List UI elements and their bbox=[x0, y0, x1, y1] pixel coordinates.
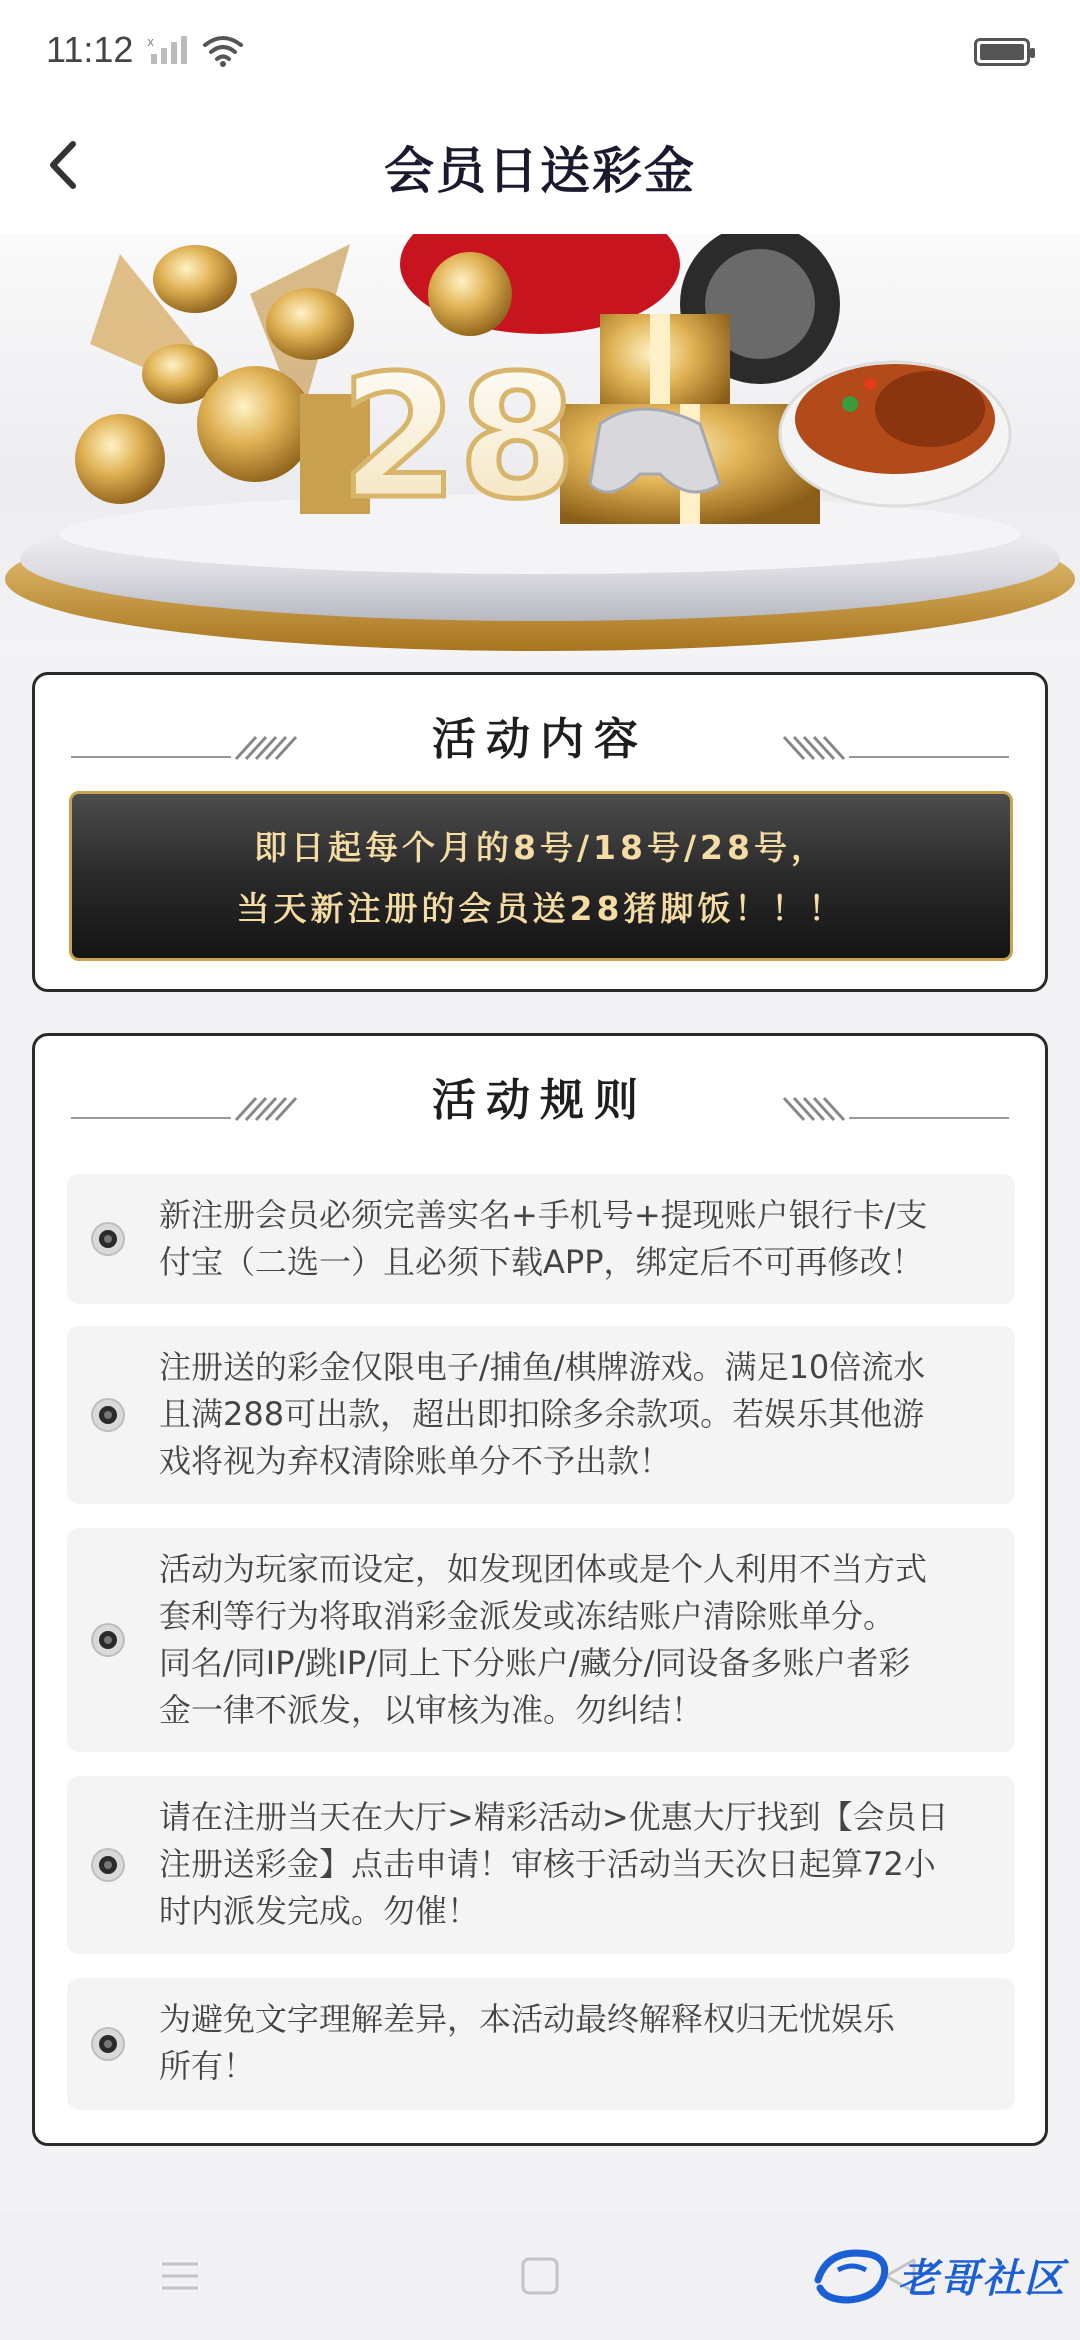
home-square-icon bbox=[520, 2256, 560, 2296]
page-title: 会员日送彩金 bbox=[384, 142, 696, 200]
activity-rules-card bbox=[32, 1033, 1048, 2146]
rule-item bbox=[67, 1776, 1015, 1954]
rule-item bbox=[67, 1528, 1015, 1752]
svg-text:x: x bbox=[147, 35, 155, 49]
rule-text: 新注册会员必须完善实名+手机号+提现账户银行卡/支 付宝（二选一）且必须下载APP，绑定后不可再修改！ bbox=[159, 1196, 928, 1281]
dragon-logo-icon bbox=[808, 2240, 892, 2310]
watermark bbox=[808, 2240, 1066, 2310]
bullet-icon bbox=[93, 2029, 123, 2059]
activity-rules-title: 活动规则 bbox=[432, 1075, 648, 1126]
menu-button[interactable] bbox=[140, 2236, 220, 2316]
title-deco-right-icon bbox=[769, 735, 1009, 761]
activity-content-title: 活动内容 bbox=[432, 714, 648, 765]
status-time: 11:12 bbox=[46, 29, 134, 70]
promo-banner bbox=[0, 234, 1080, 654]
bullet-icon bbox=[93, 1850, 123, 1880]
highlight-line-2: 当天新注册的会员送28猪脚饭！！！ bbox=[236, 889, 846, 928]
title-deco-left-icon bbox=[71, 735, 311, 761]
app-header bbox=[0, 100, 1080, 234]
bullet-icon bbox=[93, 1400, 123, 1430]
chevron-left-icon bbox=[43, 140, 83, 190]
rule-text: 请在注册当天在大厅>精彩活动>优惠大厅找到【会员日 注册送彩金】点击申请！审核于活动当天次日起算72小 时内派发完成。勿催！ bbox=[159, 1798, 949, 1930]
rule-text: 为避免文字理解差异，本活动最终解释权归无忧娱乐 所有！ bbox=[159, 2000, 896, 2085]
status-bar bbox=[0, 0, 1080, 100]
battery-icon bbox=[974, 38, 1030, 66]
activity-rules-header bbox=[35, 1036, 1045, 1156]
rule-item bbox=[67, 1326, 1015, 1504]
rule-item bbox=[67, 1978, 1015, 2110]
bullet-icon bbox=[93, 1224, 123, 1254]
activity-highlight-box bbox=[69, 791, 1013, 961]
rule-item bbox=[67, 1174, 1015, 1304]
watermark-text: 老哥社区 bbox=[898, 2255, 1066, 2302]
activity-content-card bbox=[32, 672, 1048, 992]
rule-text: 注册送的彩金仅限电子/捕鱼/棋牌游戏。满足10倍流水 且满288可出款，超出即扣除多余款项。若娱乐其他游 戏将视为弃权清除账单分不予出款！ bbox=[159, 1348, 926, 1480]
wifi-icon bbox=[201, 33, 245, 67]
menu-icon bbox=[158, 2258, 202, 2294]
home-button[interactable] bbox=[500, 2236, 580, 2316]
title-deco-left-icon bbox=[71, 1096, 311, 1122]
highlight-line-1: 即日起每个月的8号/18号/28号， bbox=[254, 828, 828, 867]
bullet-icon bbox=[93, 1625, 123, 1655]
activity-content-header bbox=[35, 675, 1045, 795]
signal-icon bbox=[147, 34, 191, 66]
banner-number: 28 bbox=[340, 339, 577, 537]
title-deco-right-icon bbox=[769, 1096, 1009, 1122]
status-icons bbox=[147, 33, 245, 67]
rule-text: 活动为玩家而设定，如发现团体或是个人利用不当方式 套利等行为将取消彩金派发或冻结账户清除账单分。 同名/同IP/跳IP/同上下分账户/藏分/同设备多账户者彩 金一律不派发，以审核为准。勿纠结！ bbox=[159, 1550, 928, 1729]
back-button[interactable] bbox=[28, 130, 98, 200]
banner-illustration bbox=[0, 234, 1080, 654]
